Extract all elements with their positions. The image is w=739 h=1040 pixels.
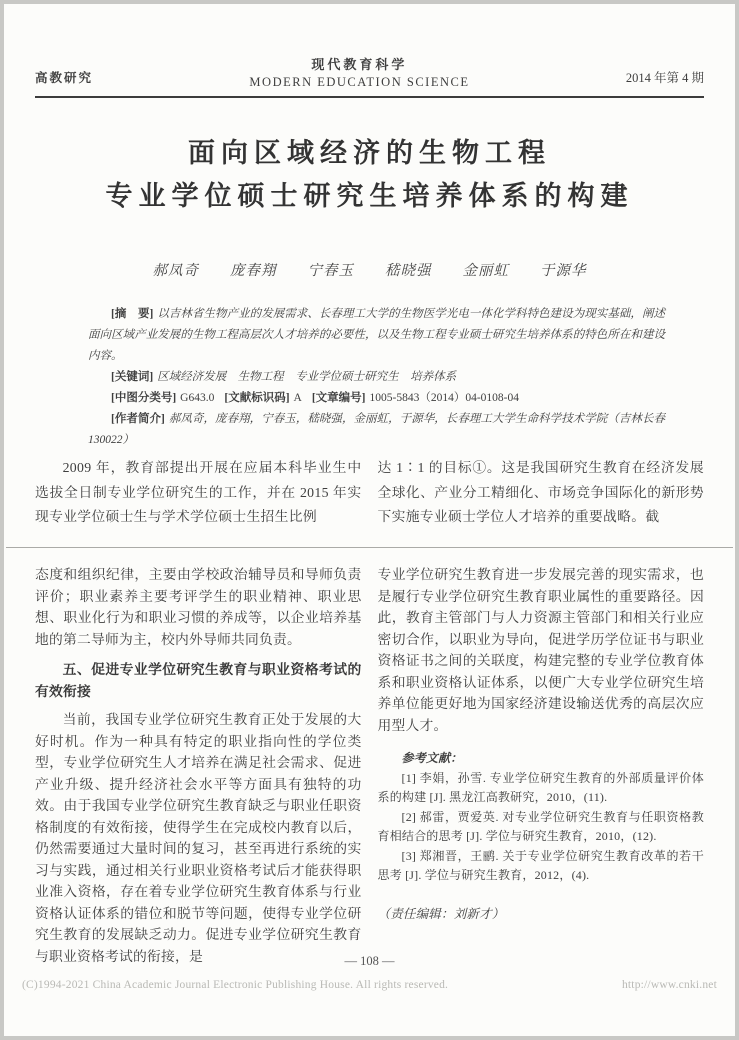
- intro-columns: [35, 456, 704, 530]
- right-paragraph: 专业学位研究生教育进一步发展完善的现实需求，也是履行专业学位研究生教育职业属性的重要路径。因此，教育主管部门与人力资源主管部门和相关行业应密切合作，以职业为导向，促进学历学位证书与职业资格证书之间的关联度，构建完整的专业学位教育体系和职业资格认证体系，以便广大专业学位研究生培养单位能更好地为国家经济建设输送优秀的高层次应用型人才。: [377, 567, 704, 733]
- article-id-value: 1005-5843（2014）04-0108-04: [369, 392, 520, 404]
- article-id-label: [文章编号]: [311, 392, 366, 404]
- references-title: 参考文献：: [401, 751, 463, 765]
- references-block: [378, 749, 705, 886]
- copyright-text: (C)1994-2021 China Academic Journal Electronic Publishing House. All rights reserved.: [22, 979, 449, 991]
- reference-item-2: [2] 郝雷，贾爱英. 对专业学位研究生教育与任职资格教育相结合的思考 [J]. 学位与研究生教育，2010，(12).: [377, 809, 704, 843]
- abstract-text: 以吉林省生物产业的发展需求、长春理工大学的生物医学光电一体化学科特色建设为现实基础，阐述面向区域产业发展的生物工程高层次人才培养的必要性，以及生物工程专业硕士研究生培养体系的特色所在和建设内容。: [88, 308, 665, 362]
- article-title: [4, 132, 735, 218]
- journal-title-cn: 现代教育科学: [311, 57, 408, 72]
- author-bio-text: 郝凤奇，庞春翔，宁春玉，嵇晓强，金丽虹，于源华，长春理工大学生命科学技术学院（吉林长春 130022）: [88, 413, 677, 446]
- right-column: [378, 564, 705, 967]
- cnki-url: http://www.cnki.net: [621, 979, 717, 991]
- author-bio-line: [88, 409, 677, 451]
- header-rule: [35, 96, 704, 98]
- left-paragraph: 当前，我国专业学位研究生教育正处于发展的大好时机。作为一种具有特定的职业指向性的学位类型，专业学位研究生人才培养在满足社会需求、促进产业升级、提升经济社会水平等方面具有独特的功效。由于我国专业学位研究生教育缺乏与职业任职资格制度的有效衔接，使得学生在完成校内教育以后，仍然需要通过大量时间的复习，甚至再进行系统的实习与实践，通过相关行业职业资格考试后才能获得职业准入资格，存在着专业学位研究生教育体系与行业资格认证体系的错位和脱节等问题，使得专业学位研究生教育的发展缺乏动力。促进专业学位研究生教育与职业资格考试的衔接，是: [35, 712, 362, 964]
- body-columns: [35, 564, 704, 967]
- page-number: — 108 —: [344, 954, 395, 968]
- clc-value: G643.0: [180, 392, 215, 404]
- keywords-line: [88, 367, 665, 388]
- page-header: [35, 54, 704, 90]
- editor-note: （责任编辑：刘新才）: [377, 906, 505, 921]
- journal-title-en: MODERN EDUCATION SCIENCE: [249, 75, 470, 89]
- doc-code-value: A: [293, 392, 302, 404]
- journal-title-block: [249, 54, 469, 90]
- intro-right-column: 达 1∶1 的目标①。这是我国研究生教育在经济发展全球化、产业分工精细化、市场竞争国际化的新形势下实施专业硕士学位人才培养的重要战略。截: [377, 460, 704, 524]
- author-bio-label: [作者简介]: [111, 413, 165, 425]
- left-continuation-paragraph: 态度和组织纪律，主要由学校政治辅导员和导师负责评价；职业素养主要考评学生的职业精神、职业思想、职业化行为和职业习惯的养成等，以企业培养基地的第二导师为主，校内外导师共同负责。: [35, 567, 362, 647]
- abstract-line: [88, 304, 665, 367]
- article-title-line2: 专业学位硕士研究生培养体系的构建: [105, 181, 634, 211]
- clc-label: [中图分类号]: [111, 392, 177, 404]
- classification-line: [88, 388, 665, 409]
- keywords-label: [关键词]: [111, 371, 154, 383]
- keywords-text: 区域经济发展 生物工程 专业学位硕士研究生 培养体系: [157, 371, 457, 383]
- intro-left-column: 2009 年，教育部提出开展在应届本科毕业生中选拔全日制专业学位研究生的工作，并在 2015 年实现专业学位硕士生与学术学位硕士生招生比例: [35, 460, 362, 524]
- issue-label: 2014 年第 4 期: [625, 71, 704, 85]
- reference-item-3: [3] 郑湘晋，王鹂. 关于专业学位研究生教育改革的若干思考 [J]. 学位与研究生教育，2012，(4).: [377, 848, 704, 882]
- column-label: 高教研究: [35, 71, 94, 85]
- article-meta: [88, 304, 677, 451]
- article-title-line1: 面向区域经济的生物工程: [188, 138, 551, 168]
- left-column: [35, 564, 362, 967]
- abstract-label: [摘 要]: [111, 308, 154, 320]
- copyright-bar: [22, 979, 717, 991]
- authors-line: 郝凤奇 庞春翔 宁春玉 嵇晓强 金丽虹 于源华: [152, 263, 587, 279]
- journal-page: [4, 4, 735, 1036]
- section-heading: 五、促进专业学位研究生教育与职业资格考试的有效衔接: [35, 662, 362, 699]
- doc-code-label: [文献标识码]: [224, 392, 290, 404]
- reference-item-1: [1] 李娟，孙雪. 专业学位研究生教育的外部质量评价体系的构建 [J]. 黑龙江高教研究，2010，(11).: [377, 770, 704, 804]
- section-divider: [6, 547, 733, 548]
